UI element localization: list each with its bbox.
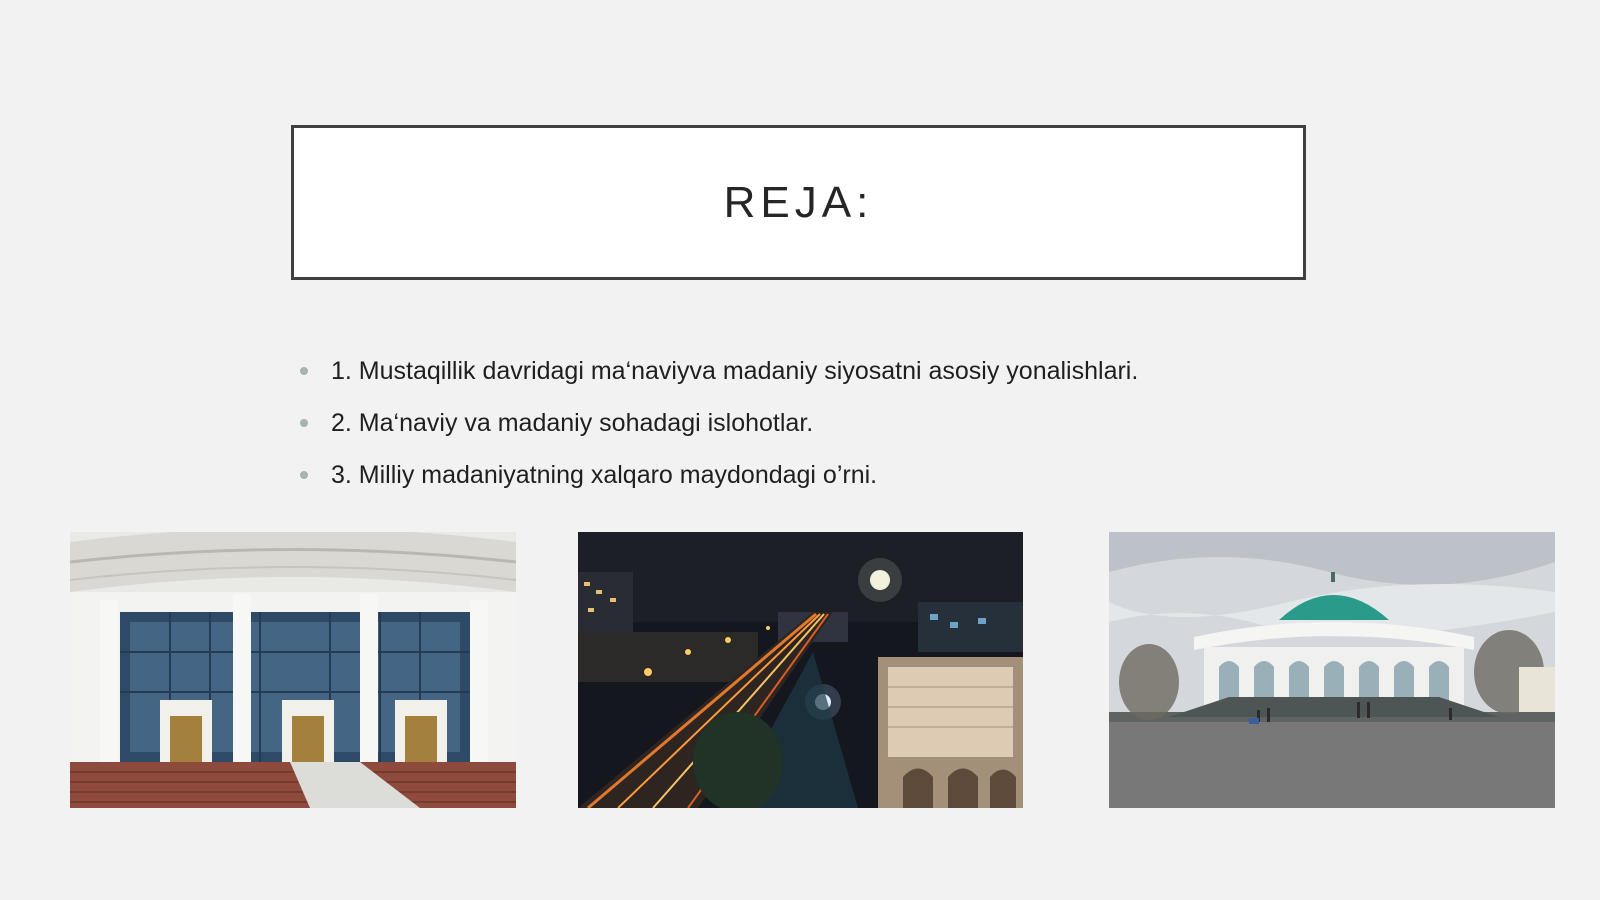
night-street-photo-art [578, 532, 1023, 808]
bullet-dot-icon [300, 471, 308, 479]
bullet-dot-icon [300, 419, 308, 427]
list-item [300, 345, 1138, 397]
bullet-list [300, 345, 1138, 501]
list-item [300, 449, 1138, 501]
bullet-text: 2. Ma‘naviy va madaniy sohadagi islohotlar. [331, 408, 814, 437]
domed-museum-photo [1109, 532, 1555, 808]
list-item [300, 397, 1138, 449]
bullet-dot-icon [300, 367, 308, 375]
slide-title: REJA: [723, 177, 874, 227]
museum-photo-art [1109, 532, 1555, 808]
title-box [291, 125, 1306, 280]
night-city-street-photo [578, 532, 1023, 808]
bullet-text: 1. Mustaqillik davridagi ma‘naviyva madaniy siyosatni asosiy yonalishlari. [331, 356, 1139, 385]
building-columns-photo [70, 532, 516, 808]
bullet-text: 3. Milliy madaniyatning xalqaro maydondagi o’rni. [331, 460, 878, 489]
building-photo-art [70, 532, 516, 808]
